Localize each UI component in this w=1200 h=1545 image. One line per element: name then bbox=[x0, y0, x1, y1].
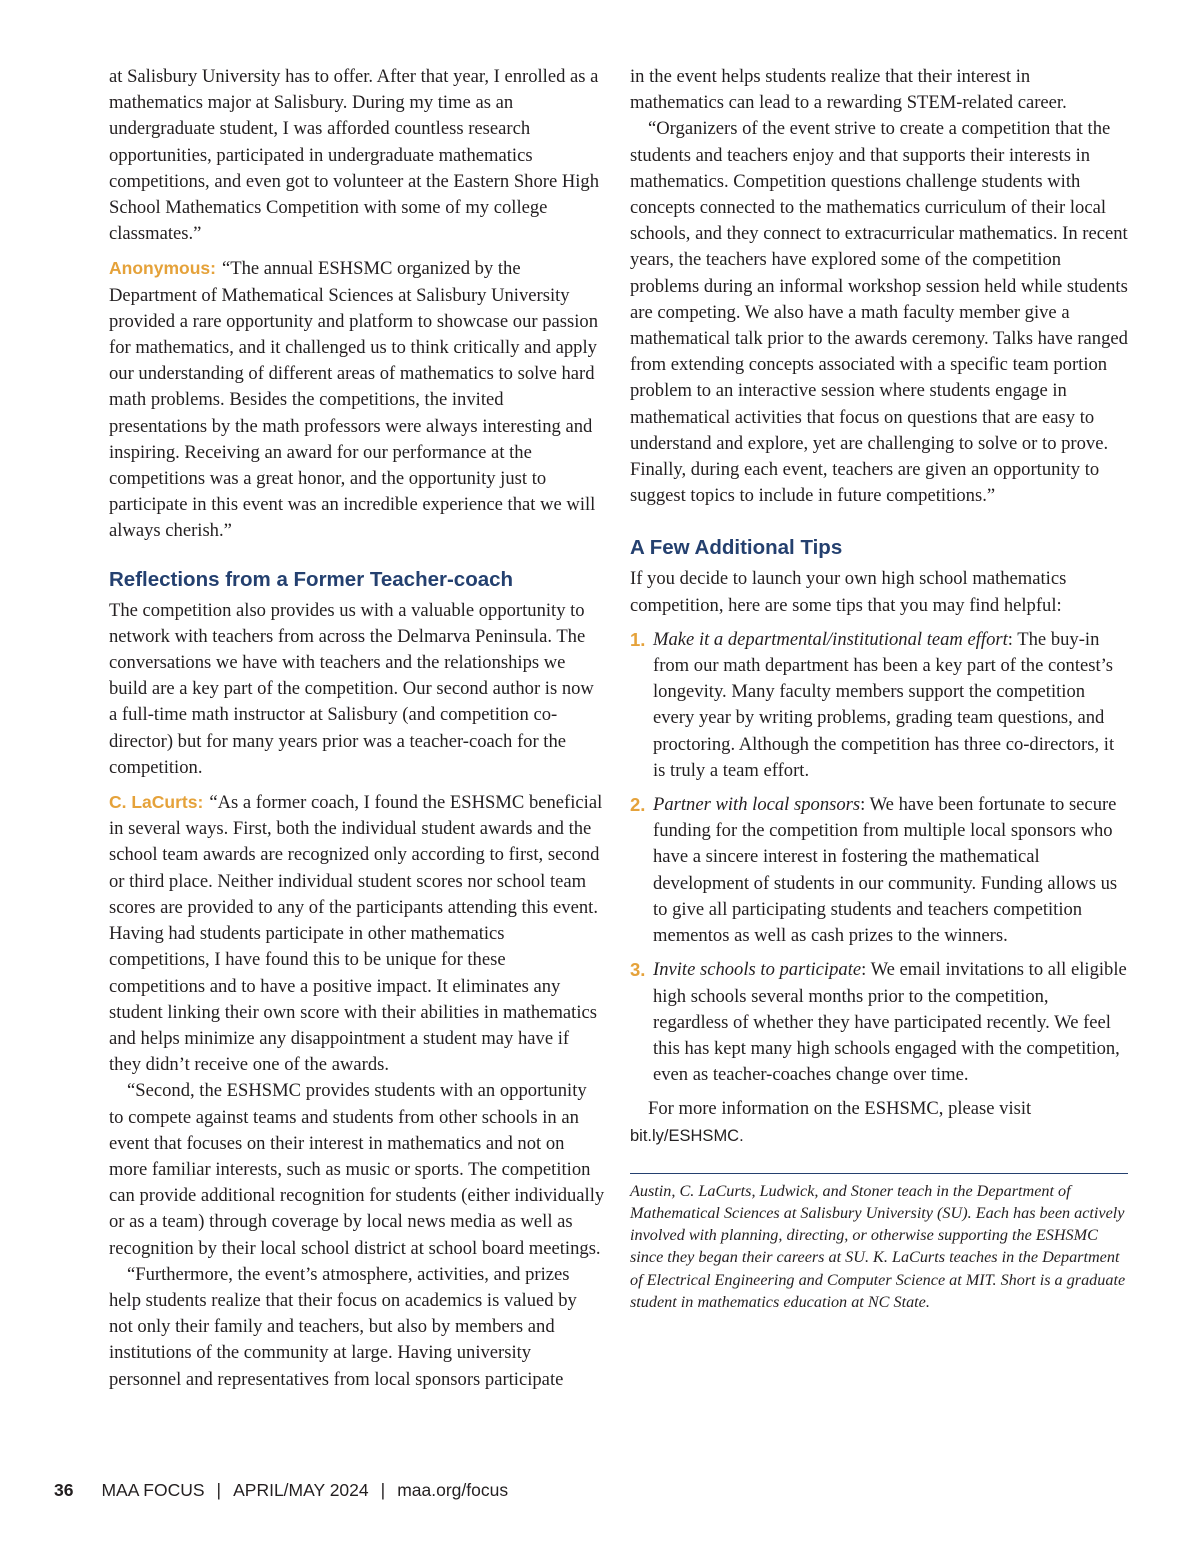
publication-name: MAA FOCUS bbox=[101, 1480, 205, 1500]
tip-number: 2. bbox=[630, 794, 646, 816]
more-info-paragraph bbox=[630, 1096, 1128, 1148]
body-paragraph: in the event helps students realize that their interest in mathematics can lead to a rewarding STEM-related career. bbox=[630, 66, 1067, 114]
tip-text: : The buy-in from our math department has been a key part of the contest’s longevity. Many faculty members support the competition every year by writing problems, grading team questions, and proctoring. Although the competition has three co-directors, it is truly a team effort. bbox=[653, 628, 1115, 781]
right-column bbox=[630, 64, 1128, 1313]
tip-number: 3. bbox=[630, 959, 646, 981]
tips-list bbox=[630, 627, 1128, 1088]
speaker-label: Anonymous: bbox=[109, 258, 216, 279]
more-info-text: For more information on the ESHSMC, please visit bbox=[648, 1098, 1032, 1120]
quote-paragraph-lacurts bbox=[109, 789, 605, 1078]
footer-url[interactable]: maa.org/focus bbox=[397, 1480, 509, 1500]
quote-paragraph-anonymous bbox=[109, 255, 605, 544]
tip-title: Invite schools to participate bbox=[653, 959, 862, 981]
quote-text: “As a former coach, I found the ESHSMC beneficial in several ways. First, both the individual student awards and the school team awards are recognized only according to first, second or third place. Neither individual student scores nor school team scores are provided to any of the participants attending this event. Having had students participate in other mathematics competitions, I have found this to be unique for these competitions and to have a positive impact. It eliminates any student linking their own score with their abilities in mathematics and helps minimize any disappointment a student may have if they didn’t receive one of the awards. bbox=[109, 792, 603, 1076]
section-heading: A Few Additional Tips bbox=[630, 536, 843, 560]
issue-date: APRIL/MAY 2024 bbox=[233, 1480, 369, 1500]
left-column bbox=[109, 64, 605, 1393]
bio-divider bbox=[630, 1173, 1128, 1174]
quote-text: “The annual ESHSMC organized by the Department of Mathematical Sciences at Salisbury University provided a rare opportunity and platform to showcase our passion for mathematics, and it challenged us to think critically and apply our understanding of different areas of mathematics to solve hard math problems. Besides the competitions, the invited presentations by the math professors were always interesting and inspiring. Receiving an award for our performance at the competitions was a great honor, and the opportunity just to participate in this event was an incredible experience that we will always cherish.” bbox=[109, 258, 598, 542]
tips-intro: If you decide to launch your own high school mathematics competition, here are some tips that you may find helpful: bbox=[630, 568, 1067, 616]
speaker-label: C. LaCurts: bbox=[109, 792, 204, 813]
tip-item bbox=[630, 957, 1128, 1088]
footer-separator: | bbox=[380, 1480, 386, 1500]
tip-item bbox=[630, 627, 1128, 784]
eshsmc-link[interactable]: bit.ly/ESHSMC. bbox=[630, 1126, 744, 1145]
tip-text: : We have been fortunate to secure funding for the competition from multiple local sponsors who have a sincere interest in fostering the mathematical development of students in our community. Funding allows us to give all participating students and teachers competition mementos as well as cash prizes to the winners. bbox=[653, 794, 1118, 947]
body-paragraph: The competition also provides us with a valuable opportunity to network with teachers from across the Delmarva Peninsula. The conversations we have with teachers and the relationships we build are a key part of the competition. Our second author is now a full-time math instructor at Salisbury (and competition co-director) but for many years prior was a teacher-coach for the competition. bbox=[109, 599, 594, 778]
author-bio: Austin, C. LaCurts, Ludwick, and Stoner teach in the Department of Mathematical Sciences at Salisbury University (SU). Each has been actively involved with planning, directing, or otherwise supporting the ESHSMC since they began their careers at SU. K. LaCurts teaches in the Department of Electrical Engineering and Computer Science at MIT. Short is a graduate student in mathematics education at NC State. bbox=[630, 1181, 1126, 1311]
body-paragraph: “Second, the ESHSMC provides students with an opportunity to compete against teams and students from other schools in an event that focuses on their interest in mathematics and not on more familiar interests, such as music or sports. The competition can provide additional recognition for students (either individually or as a team) through coverage by local news media as well as recognition by their local school district at school board meetings. bbox=[109, 1080, 605, 1259]
tip-title: Partner with local sponsors bbox=[653, 794, 861, 816]
page-number: 36 bbox=[54, 1480, 74, 1500]
body-paragraph: “Organizers of the event strive to create a competition that the students and teachers enjoy and that supports their interests in mathematics. Competition questions challenge students with concepts connected to the mathematics curriculum of their local schools, and they connect to extracurricular mathematics. In recent years, the teachers have explored some of the competition problems during an informal workshop session held while students are competing. We also have a math faculty member give a mathematical talk prior to the awards ceremony. Talks have ranged from extending concepts associated with a specific team portion problem to an interactive session where students engage in mathematical activities that focus on questions that are easy to understand and explore, yet are challenging to solve or to prove. Finally, during each event, teachers are given an opportunity to suggest topics to include in future competitions.” bbox=[630, 118, 1128, 507]
body-paragraph: at Salisbury University has to offer. After that year, I enrolled as a mathematics major at Salisbury. During my time as an undergraduate student, I was afforded countless research opportunities, participated in undergraduate mathematics competitions, and even got to volunteer at the Eastern Shore High School Mathematics Competition with some of my college classmates.” bbox=[109, 66, 600, 245]
section-heading: Reflections from a Former Teacher-coach bbox=[109, 567, 514, 591]
page-footer bbox=[54, 1480, 508, 1501]
tip-text: : We email invitations to all eligible high schools several months prior to the competition, regardless of whether they have participated recently. We feel this has kept many high schools engaged with the competition, even as teacher-coaches change over time. bbox=[653, 959, 1127, 1086]
tip-item bbox=[630, 792, 1128, 949]
body-paragraph: “Furthermore, the event’s atmosphere, activities, and prizes help students realize that their focus on academics is valued by not only their family and teachers, but also by members and institutions of the community at large. Having university personnel and representatives from local sponsors participate bbox=[109, 1263, 577, 1390]
tip-number: 1. bbox=[630, 628, 646, 650]
tip-title: Make it a departmental/institutional team effort bbox=[653, 628, 1008, 650]
footer-separator: | bbox=[216, 1480, 222, 1500]
